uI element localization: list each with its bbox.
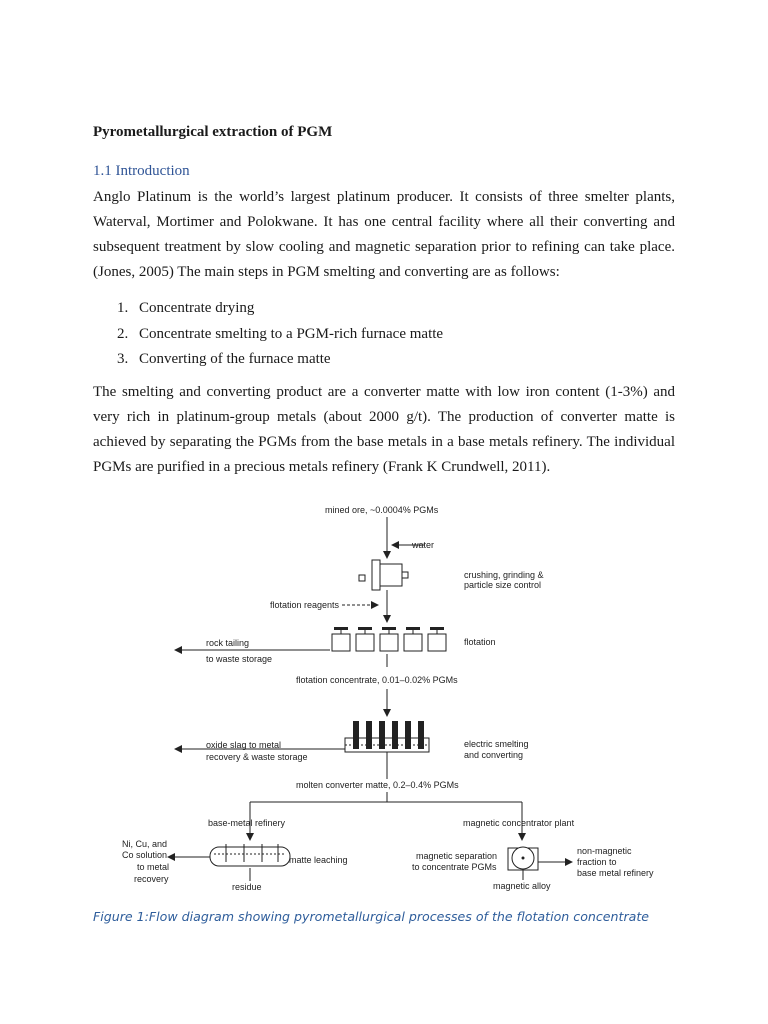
product-paragraph: The smelting and converting product are a converter matte with low iron content (1-3%) and very rich in platinum-group metals (about 2000 g/t). The production of converter matte is achieved by separating the PGMs from the base metals in a base metals refinery. The individual PGMs are purified in a precious metals refinery (Frank K Crundwell, 2011). — [93, 384, 675, 475]
crushing-label-2: particle size control — [464, 580, 542, 590]
flotation-cells-icon — [332, 627, 446, 651]
residue-label: residue — [232, 882, 262, 892]
water-label: water — [412, 540, 435, 550]
electric-furnace-icon — [345, 721, 429, 752]
solution-label-2: Co solution — [122, 850, 168, 860]
document-title: Pyrometallurgical extraction of PGM — [93, 124, 333, 140]
flotation-label: flotation — [464, 637, 496, 647]
intro-paragraph: Anglo Platinum is the world’s largest platinum producer. It consists of three smelter plants, Waterval, Mortimer and Polokwane. It has one central facility where all their converting and subsequent treatment by slow cooling and magnetic separation prior to refining can take place. (Jones, 2005) The main steps in PGM smelting and converting are as follows: — [93, 189, 675, 280]
flow-diagram — [110, 496, 670, 901]
crusher-icon — [359, 560, 408, 590]
mag-sep-label-1: magnetic separation — [416, 851, 498, 861]
non-magnetic-label-1: non-magnetic — [577, 846, 632, 856]
list-item: 3. Converting of the furnace matte — [117, 351, 331, 367]
flotation-reagents-label: flotation reagents — [270, 600, 340, 610]
section-heading: 1.1 Introduction — [93, 163, 190, 179]
figure-caption: Figure 1:Flow diagram showing pyrometallurgical processes of the flotation concentrate — [93, 909, 650, 924]
leaching-vessel-icon — [210, 844, 290, 866]
oxide-slag-label-2: recovery & waste storage — [206, 752, 308, 762]
magnetic-plant-label: magnetic concentrator plant — [463, 818, 575, 828]
crushing-label-1: crushing, grinding & — [464, 570, 544, 580]
list-item: 1. Concentrate drying — [117, 300, 255, 316]
non-magnetic-label-3: base metal refinery — [577, 868, 654, 878]
flotation-concentrate-label: flotation concentrate, 0.01–0.02% PGMs — [296, 675, 458, 685]
base-metal-refinery-label: base-metal refinery — [208, 818, 286, 828]
smelting-label-2: and converting — [464, 750, 524, 760]
matte-leaching-label: matte leaching — [289, 855, 348, 865]
solution-label-4: recovery — [134, 874, 169, 884]
magnetic-separator-icon — [508, 847, 538, 870]
rock-tailing-label-1: rock tailing — [206, 638, 250, 648]
smelting-label-1: electric smelting — [464, 739, 529, 749]
list-item: 2. Concentrate smelting to a PGM-rich furnace matte — [117, 325, 444, 342]
rock-tailing-label-2: to waste storage — [206, 654, 273, 664]
process-steps-list — [117, 296, 443, 373]
oxide-slag-label-1: oxide slag to metal — [206, 740, 282, 750]
mag-sep-label-2: to concentrate PGMs — [412, 862, 497, 872]
mined-ore-label: mined ore, ~0.0004% PGMs — [325, 505, 439, 515]
solution-label-1: Ni, Cu, and — [122, 839, 168, 849]
solution-label-3: to metal — [137, 862, 170, 872]
converter-matte-label: molten converter matte, 0.2–0.4% PGMs — [296, 780, 459, 790]
magnetic-alloy-label: magnetic alloy — [493, 881, 551, 891]
non-magnetic-label-2: fraction to — [577, 857, 617, 867]
